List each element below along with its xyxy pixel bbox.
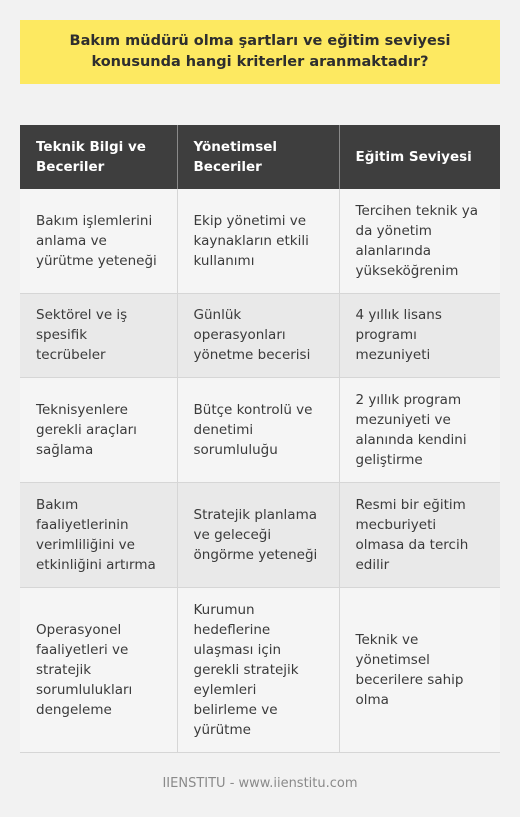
table-row [20, 587, 500, 752]
table-cell: 4 yıllık lisans programı mezuniyeti [339, 293, 500, 377]
table-cell: 2 yıllık program mezuniyeti ve alanında kendini geliştirme [339, 377, 500, 482]
table-cell: Bakım faaliyetlerinin verimliliğini ve etkinliğini artırma [20, 482, 177, 587]
table-cell: Bakım işlemlerini anlama ve yürütme yeteneği [20, 189, 177, 293]
page-title: Bakım müdürü olma şartları ve eğitim seviyesi konusunda hangi kriterler aranmaktadır? [69, 33, 451, 70]
table-cell: Sektörel ve iş spesifik tecrübeler [20, 293, 177, 377]
header-managerial: Yönetimsel Beceriler [177, 125, 339, 189]
table-cell: Bütçe kontrolü ve denetimi sorumluluğu [177, 377, 339, 482]
table-cell: Teknisyenlere gerekli araçları sağlama [20, 377, 177, 482]
table-header-row [20, 125, 500, 189]
header-education: Eğitim Seviyesi [339, 125, 500, 189]
title-banner [20, 20, 500, 84]
table-row [20, 189, 500, 293]
criteria-table [20, 125, 500, 753]
footer-credit: IIENSTITU - www.iienstitu.com [162, 776, 358, 791]
table-cell: Operasyonel faaliyetleri ve stratejik sorumlulukları dengeleme [20, 587, 177, 752]
table-cell: Teknik ve yönetimsel becerilere sahip olma [339, 587, 500, 752]
table-cell: Stratejik planlama ve geleceği öngörme yeteneği [177, 482, 339, 587]
table-cell: Tercihen teknik ya da yönetim alanlarında yükseköğrenim [339, 189, 500, 293]
table-cell: Ekip yönetimi ve kaynakların etkili kullanımı [177, 189, 339, 293]
table-row [20, 293, 500, 377]
table-cell: Resmi bir eğitim mecburiyeti olmasa da tercih edilir [339, 482, 500, 587]
table-cell: Günlük operasyonları yönetme becerisi [177, 293, 339, 377]
table-row [20, 482, 500, 587]
table-cell: Kurumun hedeflerine ulaşması için gerekli stratejik eylemleri belirleme ve yürütme [177, 587, 339, 752]
table-row [20, 377, 500, 482]
header-technical: Teknik Bilgi ve Beceriler [20, 125, 177, 189]
